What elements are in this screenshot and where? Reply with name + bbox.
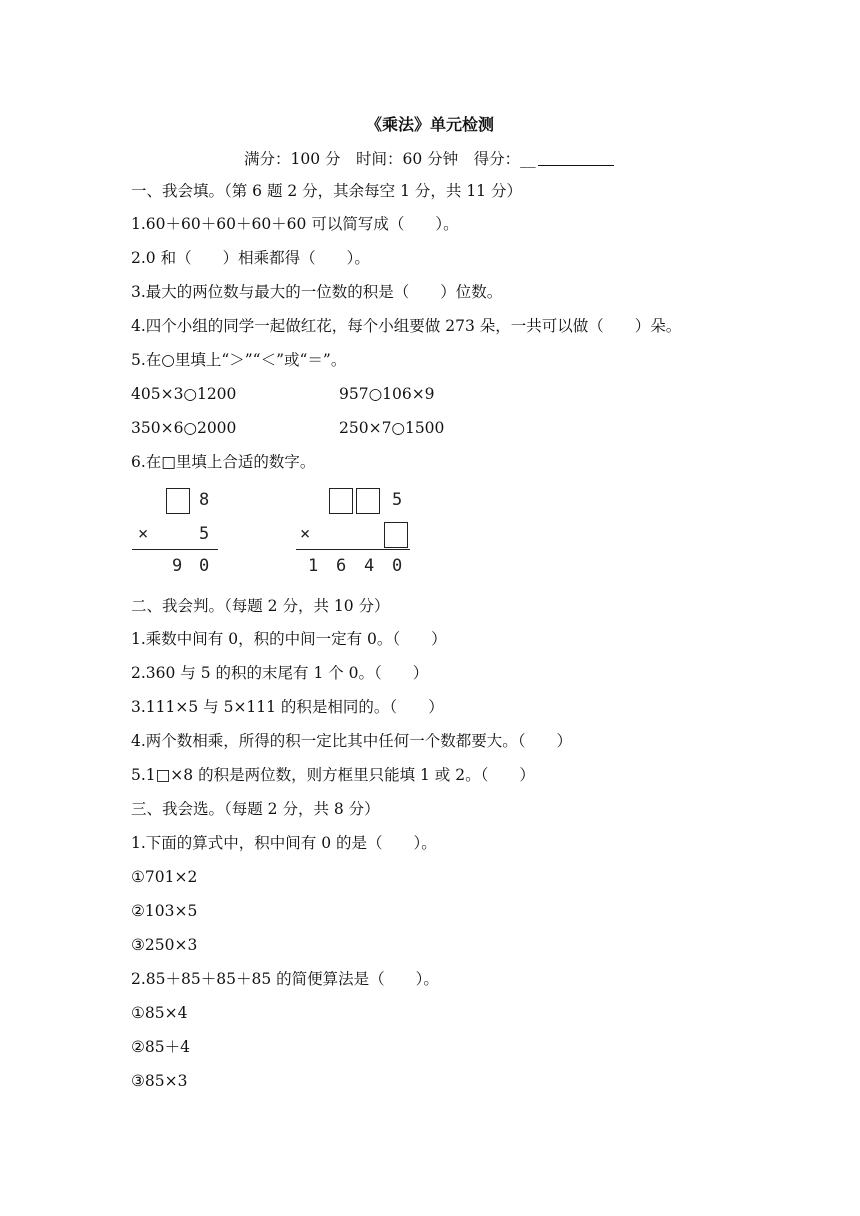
section1-q5: 5.在○里填上“＞”“＜”或“＝”。 bbox=[131, 351, 347, 369]
score-blank-prefix: __ bbox=[520, 150, 536, 168]
section2-heading: 二、我会判。（每题 2 分，共 10 分） bbox=[131, 597, 390, 615]
section2-item-1: 1.乘数中间有 0，积的中间一定有 0。（ ） bbox=[131, 630, 447, 648]
section3-q2: 2.85＋85＋85＋85 的简便算法是（ ）。 bbox=[131, 970, 439, 988]
section1-q4: 4.四个小组的同学一起做红花，每个小组要做 273 朵，一共可以做（ ）朵。 bbox=[131, 317, 682, 335]
section3-q2-option-2: ②85＋4 bbox=[131, 1038, 190, 1056]
section2-item-3: 3.111×5 与 5×111 的积是相同的。（ ） bbox=[131, 698, 444, 716]
section3-q1-option-2: ②103×5 bbox=[131, 902, 198, 920]
result-digit: 1 bbox=[308, 556, 319, 576]
q5-item-2: 957○106×9 bbox=[339, 385, 435, 403]
digit-box[interactable] bbox=[384, 522, 408, 548]
result-digit: 6 bbox=[336, 556, 347, 576]
section2-item-5: 5.1□×8 的积是两位数，则方框里只能填 1 或 2。（ ） bbox=[131, 766, 535, 784]
top-digit: 5 bbox=[392, 490, 403, 510]
section1-q2: 2.0 和（ ）相乘都得（ ）。 bbox=[131, 249, 370, 267]
section1-q1: 1.60＋60＋60＋60＋60 可以简写成（ ）。 bbox=[131, 215, 459, 233]
digit-box[interactable] bbox=[329, 488, 353, 514]
q5-item-3: 350×6○2000 bbox=[131, 419, 237, 437]
score-line bbox=[244, 147, 614, 169]
section1-q3: 3.最大的两位数与最大的一位数的积是（ ）位数。 bbox=[131, 283, 503, 301]
section3-q1-option-1: ①701×2 bbox=[131, 868, 198, 886]
section3-q2-option-1: ①85×4 bbox=[131, 1004, 188, 1022]
times-sign: × bbox=[300, 524, 311, 544]
multiplier-digit: 5 bbox=[199, 524, 210, 544]
digit-box[interactable] bbox=[356, 488, 380, 514]
section3-q2-option-3: ③85×3 bbox=[131, 1072, 188, 1090]
page-title: 《乘法》单元检测 bbox=[365, 115, 494, 134]
top-digit: 8 bbox=[199, 490, 210, 510]
q5-item-4: 250×7○1500 bbox=[339, 419, 445, 437]
result-digit: 0 bbox=[199, 556, 210, 576]
result-digit: 4 bbox=[364, 556, 375, 576]
result-digit: 9 bbox=[172, 556, 183, 576]
digit-box[interactable] bbox=[166, 488, 190, 514]
section3-q1: 1.下面的算式中，积中间有 0 的是（ ）。 bbox=[131, 834, 437, 852]
result-line bbox=[132, 549, 218, 550]
section3-heading: 三、我会选。（每题 2 分，共 8 分） bbox=[131, 800, 380, 818]
section2-item-2: 2.360 与 5 的积的末尾有 1 个 0。（ ） bbox=[131, 664, 429, 682]
section1-heading: 一、我会填。（第 6 题 2 分，其余每空 1 分，共 11 分） bbox=[131, 182, 522, 200]
q5-item-1: 405×3○1200 bbox=[131, 385, 237, 403]
result-line bbox=[296, 549, 410, 550]
times-sign: × bbox=[138, 524, 149, 544]
section3-q1-option-3: ③250×3 bbox=[131, 936, 198, 954]
section2-item-4: 4.两个数相乘，所得的积一定比其中任何一个数都要大。（ ） bbox=[131, 732, 573, 750]
score-line-text: 满分：100 分 时间：60 分钟 得分： bbox=[244, 150, 521, 168]
score-blank[interactable] bbox=[538, 151, 614, 166]
result-digit: 0 bbox=[392, 556, 403, 576]
section1-q6: 6.在□里填上合适的数字。 bbox=[131, 453, 316, 471]
